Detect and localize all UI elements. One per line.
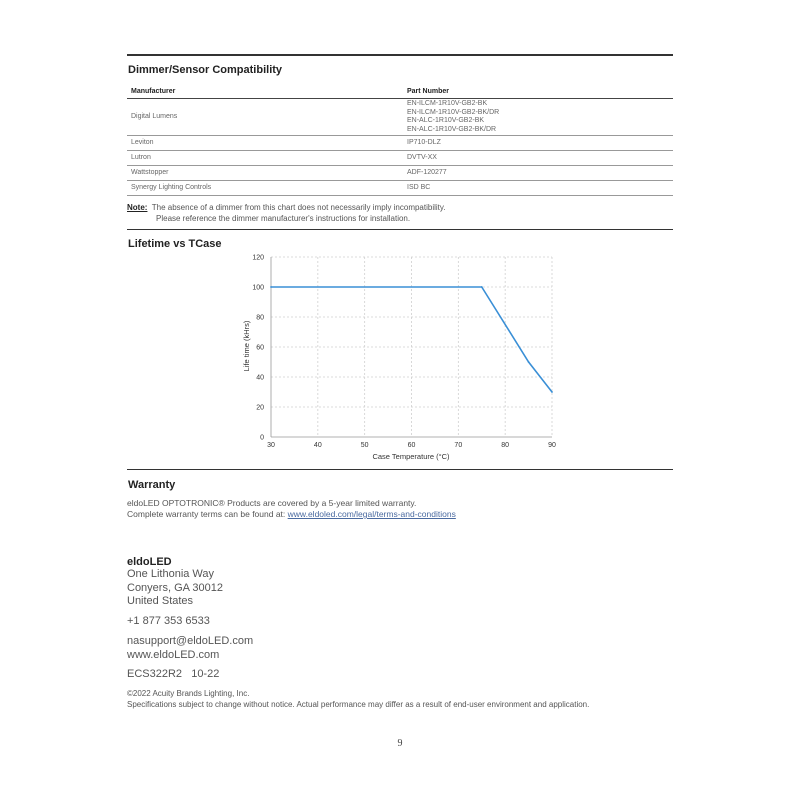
chart-x-tick-label: 80	[501, 442, 510, 449]
table-row	[127, 166, 673, 181]
lifetime-title: Lifetime vs TCase	[128, 238, 222, 250]
part-cell: ISD BC	[403, 181, 673, 196]
company-name: eldoLED	[127, 556, 172, 568]
manufacturer-cell: Wattstopper	[127, 166, 403, 181]
warranty-text	[127, 498, 456, 520]
part-number: EN-ILCM-1R10V-GB2-BK/DR	[407, 108, 500, 116]
footer	[127, 688, 589, 710]
chart-data-point	[481, 286, 483, 288]
chart-y-tick-label: 20	[256, 404, 264, 412]
chart-y-tick-label: 0	[260, 434, 264, 442]
manufacturer-cell: Synergy Lighting Controls	[127, 181, 403, 196]
table-row	[127, 136, 673, 151]
address-line-2: Conyers, GA 30012	[127, 581, 224, 594]
manufacturer-cell: Lutron	[127, 151, 403, 166]
manufacturer-cell: Digital Lumens	[127, 99, 403, 136]
chart-data-point	[551, 391, 553, 393]
part-cell: DVTV-XX	[403, 151, 673, 166]
disclaimer: Specifications subject to change without notice. Actual performance may differ as a result of end-user environment and application.	[127, 700, 590, 709]
address-line-3: United States	[127, 595, 194, 607]
part-number: EN-ALC-1R10V-GB2-BK	[407, 117, 485, 124]
chart-x-tick-label: 90	[548, 442, 556, 449]
chart-y-tick-label: 80	[256, 314, 264, 322]
compat-title: Dimmer/Sensor Compatibility	[128, 64, 283, 76]
top-rule	[127, 54, 673, 56]
part-cell: ADF-120277	[403, 166, 673, 181]
section-rule	[127, 469, 673, 470]
chart-y-tick-label: 120	[252, 254, 264, 262]
address-block	[127, 568, 223, 609]
chart-y-tick-label: 60	[256, 344, 264, 352]
copyright: ©2022 Acuity Brands Lighting, Inc.	[127, 689, 250, 698]
header-part-number: Part Number	[403, 84, 673, 99]
warranty-line-1: eldoLED OPTOTRONIC® Products are covered by a 5-year limited warranty.	[127, 498, 417, 508]
table-row	[127, 99, 673, 136]
compat-table	[127, 84, 673, 196]
chart-y-tick-label: 100	[252, 284, 264, 292]
note-line-2: Please reference the dimmer manufacturer's instructions for installation.	[156, 214, 411, 223]
warranty-line-2: Complete warranty terms can be found at:	[127, 509, 288, 519]
table-row	[127, 151, 673, 166]
manufacturer-cell: Leviton	[127, 136, 403, 151]
compat-note	[127, 202, 446, 224]
document-code: ECS322R2 10-22	[127, 668, 220, 680]
chart-data-point	[528, 361, 530, 363]
chart-x-tick-label: 40	[313, 442, 322, 449]
part-number: EN-ILCM-1R10V-GB2-BK	[407, 100, 488, 107]
part-number: EN-ALC-1R10V-GB2-BK/DR	[407, 125, 497, 133]
contact-block	[127, 635, 253, 662]
chart-y-tick-label: 40	[256, 374, 264, 382]
phone: +1 877 353 6533	[127, 615, 210, 627]
chart-x-tick-label: 50	[360, 442, 369, 449]
website[interactable]: www.eldoLED.com	[127, 648, 220, 661]
table-header-row	[127, 84, 673, 99]
email[interactable]: nasupport@eldoLED.com	[127, 635, 254, 647]
chart-data-point	[270, 286, 272, 288]
note-label: Note:	[127, 203, 148, 212]
chart-x-tick-label: 70	[454, 442, 463, 449]
chart-x-axis-label: Case Temperature (°C)	[372, 452, 450, 461]
chart-series-line	[271, 287, 552, 392]
warranty-terms-link[interactable]: www.eldoled.com/legal/terms-and-conditions	[287, 509, 456, 519]
part-cell	[403, 99, 673, 136]
page-number: 9	[397, 738, 403, 749]
section-rule	[127, 229, 673, 230]
header-manufacturer: Manufacturer	[127, 84, 403, 99]
part-cell: IP710-DLZ	[403, 136, 673, 151]
table-row	[127, 181, 673, 196]
chart-x-tick-label: 30	[267, 442, 275, 449]
chart-y-axis-label: Life time (kHrs)	[242, 320, 251, 372]
address-line-1: One Lithonia Way	[127, 568, 215, 580]
chart-x-tick-label: 60	[407, 442, 416, 449]
note-line-1: The absence of a dimmer from this chart does not necessarily imply incompatibility.	[151, 203, 446, 212]
warranty-title: Warranty	[128, 479, 176, 491]
